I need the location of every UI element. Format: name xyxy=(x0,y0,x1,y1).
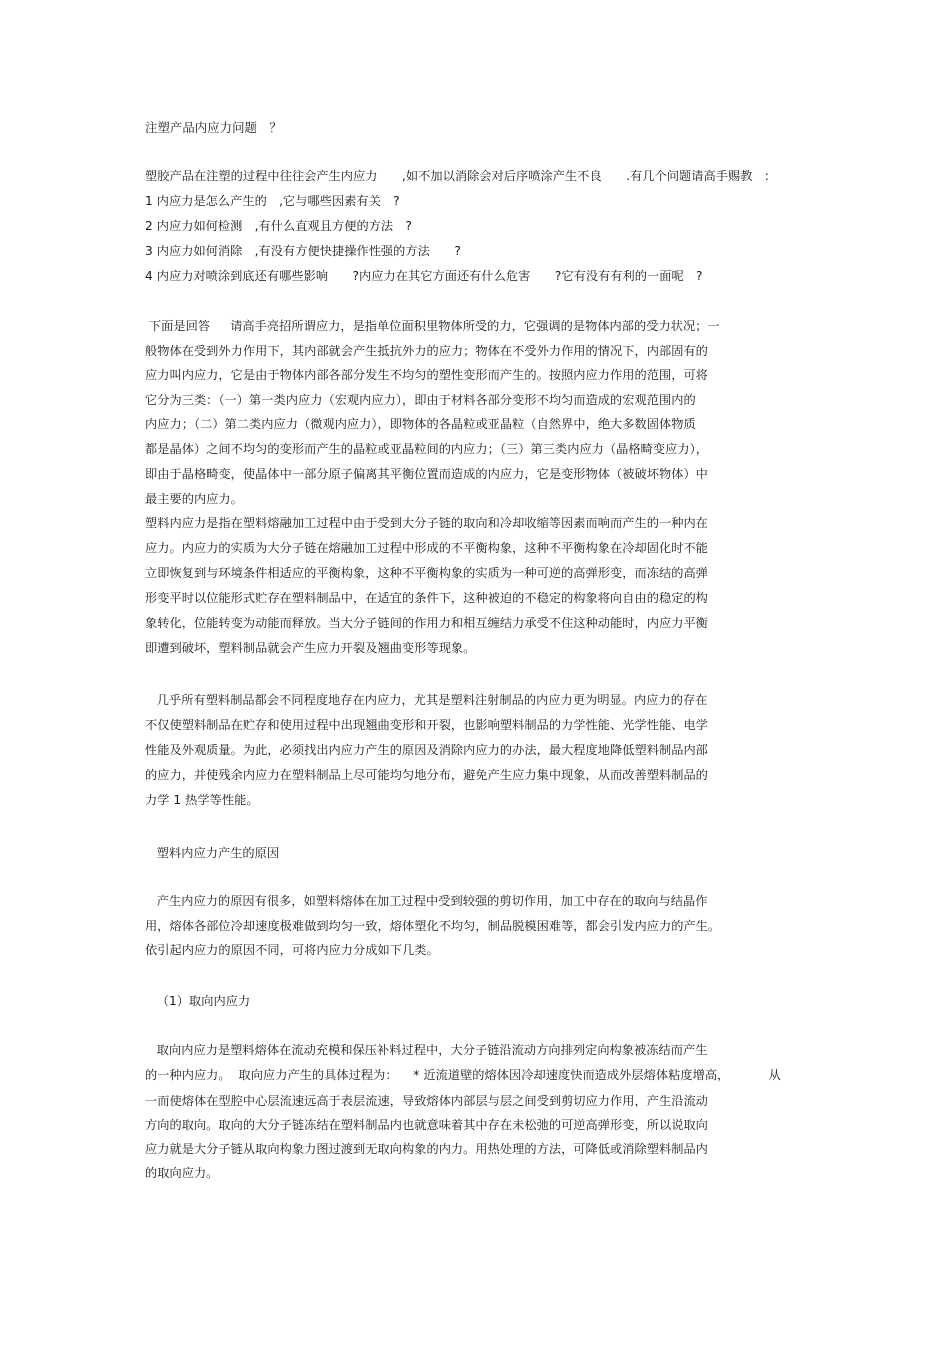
orientation-line: 取向内应力是塑料熔体在流动充模和保压补料过程中，大分子链沿流动方向排列定向构象被冻结而产生 xyxy=(145,1043,708,1057)
answer-p3-line: 的应力，并使残余内应力在塑料制品上尽可能均匀地分布，避免产生应力集中现象，从而改善塑料制品的 xyxy=(145,768,708,782)
orientation-line: 的一种内应力。 取向应力产生的具体过程为： * 近流道壁的熔体因冷却速度快而造成外层熔体粘度增高， 从 xyxy=(145,1068,781,1082)
question-item-3: 3 内应力如何消除 ,有没有方便快捷操作性强的方法 ? xyxy=(145,244,461,258)
section-heading-causes: 塑料内应力产生的原因 xyxy=(145,846,280,860)
answer-p1-line: 最主要的内应力。 xyxy=(145,492,243,506)
orientation-line: 一而使熔体在型腔中心层流速远高于表层流速，导致熔体内部层与层之间受到剪切应力作用，产生沿流动 xyxy=(145,1094,708,1108)
answer-p3-line: 性能及外观质量。为此，必须找出内应力产生的原因及消除内应力的办法，最大程度地降低塑料制品内部 xyxy=(145,743,708,757)
answer-p2-line: 形变平时以位能形式贮存在塑料制品中，在适宜的条件下，这种被迫的不稳定的构象将向自由的稳定的构 xyxy=(145,591,708,605)
causes-line: 产生内应力的原因有很多，如塑料熔体在加工过程中受到较强的剪切作用，加工中存在的取向与结晶作 xyxy=(145,894,708,908)
answer-p3-line: 不仅使塑料制品在贮存和使用过程中出现翘曲变形和开裂，也影响塑料制品的力学性能、光学性能、电学 xyxy=(145,718,708,732)
orientation-line: 的取向应力。 xyxy=(145,1166,219,1180)
orientation-line: 方向的取向。取向的大分子链冻结在塑料制品内也就意味着其中存在未松弛的可逆高弹形变，所以说取向 xyxy=(145,1118,708,1132)
answer-p3-line: 力学 1 热学等性能。 xyxy=(145,793,259,807)
orientation-line: 应力就是大分子链从取向构象力图过渡到无取向构象的内力。用热处理的方法，可降低或消除塑料制品内 xyxy=(145,1142,708,1156)
answer-p1-line: 般物体在受到外力作用下，其内部就会产生抵抗外力的应力；物体在不受外力作用的情况下，内部固有的 xyxy=(145,344,708,358)
answer-p1-line: 下面是回答 请高手亮招所谓应力，是指单位面积里物体所受的力，它强调的是物体内部的受力状况；一 xyxy=(145,319,720,333)
answer-p2-line: 象转化，位能转变为动能而释放。当大分子链间的作用力和相互缠结力承受不住这种动能时，内应力平衡 xyxy=(145,616,708,630)
question-item-1: 1 内应力是怎么产生的 ,它与哪些因素有关 ? xyxy=(145,194,400,208)
answer-p3-line: 几乎所有塑料制品都会不同程度地存在内应力，尤其是塑料注射制品的内应力更为明显。内应力的存在 xyxy=(145,693,708,707)
answer-p1-line: 它分为三类：（一）第一类内应力（宏观内应力），即由于材料各部分变形不均匀而造成的宏观范围内的 xyxy=(145,393,696,407)
section-heading-orientation: （1）取向内应力 xyxy=(145,994,251,1008)
causes-line: 用，熔体各部位冷却速度极难做到均匀一致，熔体塑化不均匀，制品脱模困难等，都会引发内应力的产生。 xyxy=(145,919,721,933)
causes-line: 依引起内应力的原因不同，可将内应力分成如下几类。 xyxy=(145,943,439,957)
answer-p1-line: 即由于晶格畸变，使晶体中一部分原子偏离其平衡位置而造成的内应力，它是变形物体（被破坏物体）中 xyxy=(145,467,708,481)
answer-p2-line: 应力。内应力的实质为大分子链在熔融加工过程中形成的不平衡构象，这种不平衡构象在冷却固化时不能 xyxy=(145,541,708,555)
answer-p2-line: 塑料内应力是指在塑料熔融加工过程中由于受到大分子链的取向和冷却收缩等因素而响而产生的一种内在 xyxy=(145,516,708,530)
question-item-4: 4 内应力对喷涂到底还有哪些影响 ?内应力在其它方面还有什么危害 ?它有没有有利的一面呢 ? xyxy=(145,269,703,283)
answer-p2-line: 立即恢复到与环境条件相适应的平衡构象，这种不平衡构象的实质为一种可逆的高弹形变，而冻结的高弹 xyxy=(145,566,708,580)
answer-p1-line: 应力叫内应力，它是由于物体内部各部分发生不均匀的塑性变形而产生的。按照内应力作用的范围，可将 xyxy=(145,368,708,382)
document-title: 注塑产品内应力问题 ？ xyxy=(145,120,282,135)
answer-p1-line: 都是晶体）之间不均匀的变形而产生的晶粒或亚晶粒间的内应力；（三）第三类内应力（晶格畸变应力）， xyxy=(145,442,708,456)
answer-p1-line: 内应力；（二）第二类内应力（微观内应力），即物体的各晶粒或亚晶粒（自然界中，绝大多数固体物质 xyxy=(145,417,696,431)
question-item-2: 2 内应力如何检测 ,有什么直观且方便的方法 ? xyxy=(145,219,412,233)
question-intro: 塑胶产品在注塑的过程中往往会产生内应力 ,如不加以消除会对后序喷涂产生不良 .有几个问题请高手赐教 : xyxy=(145,169,769,183)
answer-p2-line: 即遭到破坏，塑料制品就会产生应力开裂及翘曲变形等现象。 xyxy=(145,641,476,655)
